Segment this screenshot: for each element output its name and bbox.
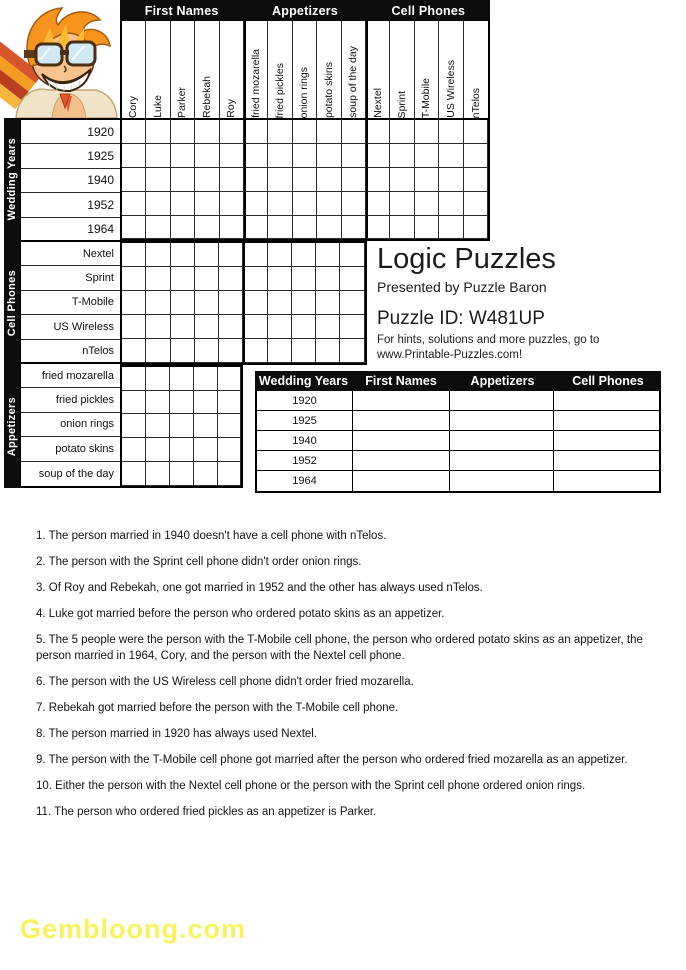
answer-row-1925 — [257, 411, 659, 431]
column-header-label: potato skins — [322, 61, 335, 118]
column-header-parker — [171, 21, 195, 118]
answer-blank-appetizers[interactable] — [450, 391, 554, 410]
grid-cell[interactable] — [146, 216, 170, 240]
grid-cell[interactable] — [316, 291, 340, 315]
answer-blank-cell-phones[interactable] — [554, 451, 659, 470]
grid-cell[interactable] — [122, 267, 146, 291]
row-group-cell-phones — [4, 241, 20, 364]
grid-cell[interactable] — [340, 315, 364, 339]
grid-cell[interactable] — [292, 315, 316, 339]
answer-header-first-names: First Names — [365, 374, 437, 388]
grid-cell[interactable] — [342, 144, 366, 168]
grid-cell[interactable] — [146, 438, 170, 462]
grid-cell[interactable] — [146, 192, 170, 216]
grid-cell[interactable] — [268, 339, 292, 363]
grid-cell[interactable] — [293, 120, 317, 144]
grid-cell[interactable] — [194, 367, 218, 391]
column-group-bar — [120, 0, 490, 21]
grid-cell[interactable] — [244, 120, 268, 144]
page-subtitle: Presented by Puzzle Baron — [377, 278, 547, 295]
grid-cell[interactable] — [195, 339, 219, 363]
column-header-label: Luke — [151, 95, 164, 118]
grid-cell[interactable] — [146, 243, 170, 267]
column-header-label: Rebekah — [200, 75, 213, 118]
grid-cell[interactable] — [218, 414, 242, 438]
answer-year-cell: 1952 — [257, 451, 353, 470]
grid-cell[interactable] — [366, 144, 390, 168]
grid-cell[interactable] — [439, 216, 463, 240]
grid-cell[interactable] — [268, 168, 292, 192]
grid-cell[interactable] — [146, 462, 170, 486]
grid-cell[interactable] — [122, 367, 146, 391]
column-header-cory — [122, 21, 146, 118]
grid-cell[interactable] — [218, 438, 242, 462]
grid-cell[interactable] — [122, 315, 146, 339]
grid-cell[interactable] — [170, 367, 194, 391]
grid-cell[interactable] — [194, 462, 218, 486]
group-label-first-names: First Names — [144, 3, 219, 18]
grid-cell[interactable] — [439, 168, 463, 192]
hint-text — [377, 333, 677, 363]
grid-cell[interactable] — [218, 462, 242, 486]
grid-cell[interactable] — [292, 339, 316, 363]
grid-block-top — [120, 118, 490, 241]
grid-cell[interactable] — [293, 144, 317, 168]
grid-cell[interactable] — [122, 216, 146, 240]
grid-cell[interactable] — [219, 243, 243, 267]
answer-table-header — [255, 371, 661, 391]
grid-cell[interactable] — [366, 192, 390, 216]
answer-blank-first-names[interactable] — [353, 431, 450, 450]
grid-cell[interactable] — [220, 168, 244, 192]
answer-header-appetizers: Appetizers — [470, 374, 535, 388]
grid-cell[interactable] — [146, 367, 170, 391]
grid-cell[interactable] — [415, 192, 439, 216]
grid-cell[interactable] — [268, 267, 292, 291]
grid-cell[interactable] — [243, 315, 267, 339]
grid-cell[interactable] — [293, 168, 317, 192]
answer-row-1920 — [257, 391, 659, 411]
grid-cell[interactable] — [195, 267, 219, 291]
grid-cell[interactable] — [170, 462, 194, 486]
grid-cell[interactable] — [146, 144, 170, 168]
grid-cell[interactable] — [390, 120, 414, 144]
puzzle-id: Puzzle ID: W481UP — [377, 307, 545, 329]
watermark-text: Gembloong.com — [20, 914, 247, 944]
column-header-sprint — [390, 21, 414, 118]
row-header-fried-pickles: fried pickles — [21, 388, 120, 412]
grid-cell[interactable] — [171, 168, 195, 192]
grid-cell[interactable] — [194, 414, 218, 438]
group-label-cell-phones: Cell Phones — [391, 3, 466, 18]
row-header-sprint: Sprint — [21, 266, 120, 290]
answer-blank-appetizers[interactable] — [450, 411, 554, 430]
answer-blank-appetizers[interactable] — [450, 451, 554, 470]
answer-year-cell: 1940 — [257, 431, 353, 450]
grid-cell[interactable] — [195, 243, 219, 267]
grid-cell[interactable] — [464, 192, 488, 216]
clue-item-2: 2. The person with the Sprint cell phone didn't order onion rings. — [36, 556, 362, 569]
grid-cell[interactable] — [292, 243, 316, 267]
column-header-fried-mozarella — [244, 21, 268, 118]
grid-cell[interactable] — [170, 414, 194, 438]
grid-cell[interactable] — [195, 216, 219, 240]
clue-item-7: 7. Rebekah got married before the person with the T-Mobile cell phone. — [36, 701, 399, 714]
grid-cell[interactable] — [342, 216, 366, 240]
row-header-1920: 1920 — [21, 120, 120, 144]
answer-row-1940 — [257, 431, 659, 451]
answer-header-cell-phones: Cell Phones — [572, 374, 644, 388]
column-header-label: soup of the day — [347, 46, 360, 118]
grid-cell[interactable] — [340, 339, 364, 363]
grid-cell[interactable] — [268, 315, 292, 339]
grid-cell[interactable] — [146, 391, 170, 415]
grid-cell[interactable] — [316, 243, 340, 267]
group-label-appetizers: Appetizers — [272, 3, 338, 18]
row-group-label: Cell Phones — [6, 269, 18, 337]
grid-cell[interactable] — [219, 339, 243, 363]
answer-row-1952 — [257, 451, 659, 471]
clues-list — [36, 529, 668, 831]
grid-cell[interactable] — [415, 144, 439, 168]
answer-year-cell: 1964 — [257, 471, 353, 491]
grid-cell[interactable] — [195, 144, 219, 168]
grid-cell[interactable] — [171, 243, 195, 267]
row-group-appetizers — [4, 365, 20, 488]
grid-cell[interactable] — [390, 168, 414, 192]
grid-cell[interactable] — [171, 192, 195, 216]
grid-cell[interactable] — [340, 243, 364, 267]
column-header-label: Cory — [127, 95, 140, 118]
grid-cell[interactable] — [170, 391, 194, 415]
grid-cell[interactable] — [146, 339, 170, 363]
grid-cell[interactable] — [268, 291, 292, 315]
row-header-us-wireless: US Wireless — [21, 315, 120, 339]
answer-blank-first-names[interactable] — [353, 451, 450, 470]
clue-item-10: 10. Either the person with the Nextel cell phone or the person with the Sprint cell phone ordered onion rings. — [36, 779, 586, 792]
row-header-1964: 1964 — [21, 218, 120, 242]
grid-cell[interactable] — [171, 216, 195, 240]
answer-header-wedding-years: Wedding Years — [258, 374, 349, 388]
mascot-image — [0, 0, 120, 118]
row-header-t-mobile: T-Mobile — [21, 291, 120, 315]
row-group-label: Appetizers — [6, 396, 18, 456]
grid-cell[interactable] — [390, 192, 414, 216]
grid-cell[interactable] — [218, 391, 242, 415]
column-header-us-wireless — [439, 21, 463, 118]
grid-cell[interactable] — [439, 192, 463, 216]
grid-cell[interactable] — [220, 216, 244, 240]
grid-cell[interactable] — [220, 120, 244, 144]
grid-cell[interactable] — [122, 192, 146, 216]
grid-cell[interactable] — [244, 168, 268, 192]
column-header-label: Nextel — [372, 88, 385, 118]
grid-cell[interactable] — [146, 291, 170, 315]
grid-cell[interactable] — [415, 168, 439, 192]
grid-cell[interactable] — [415, 120, 439, 144]
answer-blank-cell-phones[interactable] — [554, 411, 659, 430]
column-header-roy — [220, 21, 244, 118]
hint-line-1: For hints, solutions and more puzzles, go to — [377, 333, 600, 346]
grid-cell[interactable] — [171, 315, 195, 339]
row-header-nextel: Nextel — [21, 242, 120, 266]
grid-cell[interactable] — [170, 438, 194, 462]
grid-cell[interactable] — [194, 438, 218, 462]
column-header-nextel — [366, 21, 390, 118]
grid-cell[interactable] — [122, 144, 146, 168]
grid-cell[interactable] — [171, 144, 195, 168]
grid-cell[interactable] — [171, 339, 195, 363]
grid-cell[interactable] — [390, 216, 414, 240]
grid-block-middle — [120, 241, 367, 364]
grid-cell[interactable] — [366, 168, 390, 192]
grid-cell[interactable] — [340, 267, 364, 291]
column-header-fried-pickles — [268, 21, 292, 118]
grid-cell[interactable] — [243, 291, 267, 315]
grid-cell[interactable] — [268, 120, 292, 144]
grid-cell[interactable] — [366, 216, 390, 240]
title-block — [377, 244, 677, 363]
clue-item-8: 8. The person married in 1920 has always used Nextel. — [36, 727, 318, 740]
column-header-label: T-Mobile — [420, 77, 433, 118]
row-header-ntelos: nTelos — [21, 340, 120, 364]
grid-cell[interactable] — [122, 339, 146, 363]
grid-cell[interactable] — [122, 462, 146, 486]
answer-blank-first-names[interactable] — [353, 471, 450, 491]
grid-cell[interactable] — [195, 315, 219, 339]
answer-year-cell: 1925 — [257, 411, 353, 430]
answer-blank-cell-phones[interactable] — [554, 431, 659, 450]
column-header-label: Sprint — [395, 90, 408, 118]
page-title: Logic Puzzles — [377, 243, 556, 275]
grid-cell[interactable] — [244, 144, 268, 168]
grid-cell[interactable] — [244, 192, 268, 216]
answer-table-body — [255, 391, 661, 493]
column-header-label: nTelos — [469, 87, 482, 118]
grid-cell[interactable] — [243, 267, 267, 291]
row-header-1925: 1925 — [21, 144, 120, 168]
grid-cell[interactable] — [244, 216, 268, 240]
grid-cell[interactable] — [340, 291, 364, 315]
grid-cell[interactable] — [146, 168, 170, 192]
grid-cell[interactable] — [195, 291, 219, 315]
clue-item-9: 9. The person with the T-Mobile cell phone got married after the person who ordered fried mozarella as an appetizer. — [36, 753, 628, 766]
column-header-soup-of-the-day — [342, 21, 366, 118]
row-header-potato-skins: potato skins — [21, 437, 120, 461]
grid-cell[interactable] — [464, 120, 488, 144]
grid-cell[interactable] — [122, 291, 146, 315]
grid-cell[interactable] — [415, 216, 439, 240]
grid-cell[interactable] — [293, 192, 317, 216]
grid-cell[interactable] — [342, 168, 366, 192]
grid-cell[interactable] — [292, 291, 316, 315]
grid-cell[interactable] — [195, 192, 219, 216]
clue-item-5: 5. The 5 people were the person with the T-Mobile cell phone, the person who ordered potato skins as an appetizer, the person married in 1964, Cory, and the person with the Nextel cell phone. — [36, 634, 643, 662]
grid-cell[interactable] — [146, 267, 170, 291]
answer-blank-cell-phones[interactable] — [554, 391, 659, 410]
grid-cell[interactable] — [146, 315, 170, 339]
clue-item-4: 4. Luke got married before the person who ordered potato skins as an appetizer. — [36, 608, 445, 621]
grid-cell[interactable] — [439, 120, 463, 144]
grid-cell[interactable] — [268, 216, 292, 240]
answer-table — [255, 371, 661, 493]
answer-year-cell: 1920 — [257, 391, 353, 410]
answer-blank-appetizers[interactable] — [450, 431, 554, 450]
grid-cell[interactable] — [317, 144, 341, 168]
grid-cell[interactable] — [464, 216, 488, 240]
grid-cell[interactable] — [268, 192, 292, 216]
grid-cell[interactable] — [122, 120, 146, 144]
grid-cell[interactable] — [316, 315, 340, 339]
column-header-label: fried mozarella — [250, 49, 263, 118]
grid-cell[interactable] — [219, 315, 243, 339]
grid-cell[interactable] — [268, 243, 292, 267]
clue-item-11: 11. The person who ordered fried pickles as an appetizer is Parker. — [36, 805, 377, 818]
clue-item-3: 3. Of Roy and Rebekah, one got married in 1952 and the other has always used nTelos. — [36, 582, 483, 595]
grid-cell[interactable] — [439, 144, 463, 168]
column-header-potato-skins — [317, 21, 341, 118]
answer-row-1964 — [257, 471, 659, 491]
grid-cell[interactable] — [317, 168, 341, 192]
row-group-band — [4, 118, 20, 488]
row-header-1940: 1940 — [21, 169, 120, 193]
grid-cell[interactable] — [195, 120, 219, 144]
clue-item-6: 6. The person with the US Wireless cell phone didn't order fried mozarella. — [36, 675, 414, 688]
column-header-label: Parker — [176, 87, 189, 118]
row-group-label: Wedding Years — [6, 138, 18, 221]
grid-cell[interactable] — [243, 339, 267, 363]
grid-cell[interactable] — [219, 291, 243, 315]
grid-cell[interactable] — [390, 144, 414, 168]
row-group-wedding-years — [4, 118, 20, 241]
grid-cell[interactable] — [194, 391, 218, 415]
grid-cell[interactable] — [316, 339, 340, 363]
grid-cell[interactable] — [122, 243, 146, 267]
column-header-ntelos — [464, 21, 488, 118]
grid-cell[interactable] — [243, 243, 267, 267]
grid-cell[interactable] — [317, 120, 341, 144]
row-headers — [20, 118, 120, 488]
grid-cell[interactable] — [171, 267, 195, 291]
answer-blank-appetizers[interactable] — [450, 471, 554, 491]
grid-cell[interactable] — [464, 144, 488, 168]
column-header-luke — [146, 21, 170, 118]
grid-cell[interactable] — [146, 414, 170, 438]
row-header-fried-mozarella: fried mozarella — [21, 364, 120, 388]
grid-cell[interactable] — [292, 267, 316, 291]
answer-blank-first-names[interactable] — [353, 391, 450, 410]
grid-cell[interactable] — [220, 144, 244, 168]
grid-cell[interactable] — [316, 267, 340, 291]
grid-cell[interactable] — [219, 267, 243, 291]
grid-cell[interactable] — [171, 291, 195, 315]
clue-item-1: 1. The person married in 1940 doesn't have a cell phone with nTelos. — [36, 530, 387, 542]
column-header-label: US Wireless — [444, 60, 457, 118]
grid-cell[interactable] — [317, 216, 341, 240]
column-header-label: onion rings — [298, 66, 311, 118]
column-header-t-mobile — [415, 21, 439, 118]
grid-cell[interactable] — [122, 414, 146, 438]
column-headers — [120, 21, 490, 118]
grid-cell[interactable] — [342, 120, 366, 144]
grid-cell[interactable] — [171, 120, 195, 144]
grid-cell[interactable] — [122, 438, 146, 462]
grid-cell[interactable] — [195, 168, 219, 192]
answer-blank-cell-phones[interactable] — [554, 471, 659, 491]
grid-block-bottom — [120, 365, 243, 488]
column-header-label: Roy — [225, 99, 238, 118]
grid-cell[interactable] — [464, 168, 488, 192]
grid-cell[interactable] — [122, 391, 146, 415]
row-header-soup-of-the-day: soup of the day — [38, 467, 114, 480]
column-header-label: fried pickles — [273, 62, 286, 118]
row-header-1952: 1952 — [21, 193, 120, 217]
hint-line-2: www.Printable-Puzzles.com! — [377, 348, 523, 361]
grid-cell[interactable] — [317, 192, 341, 216]
grid-cell[interactable] — [220, 192, 244, 216]
answer-blank-first-names[interactable] — [353, 411, 450, 430]
grid-cell[interactable] — [366, 120, 390, 144]
column-header-onion-rings — [293, 21, 317, 118]
row-header-onion-rings: onion rings — [21, 413, 120, 437]
grid-cell[interactable] — [342, 192, 366, 216]
grid-cell[interactable] — [218, 367, 242, 391]
grid-cell[interactable] — [122, 168, 146, 192]
grid-cell[interactable] — [293, 216, 317, 240]
column-header-rebekah — [195, 21, 219, 118]
grid-cell[interactable] — [146, 120, 170, 144]
grid-cell[interactable] — [268, 144, 292, 168]
